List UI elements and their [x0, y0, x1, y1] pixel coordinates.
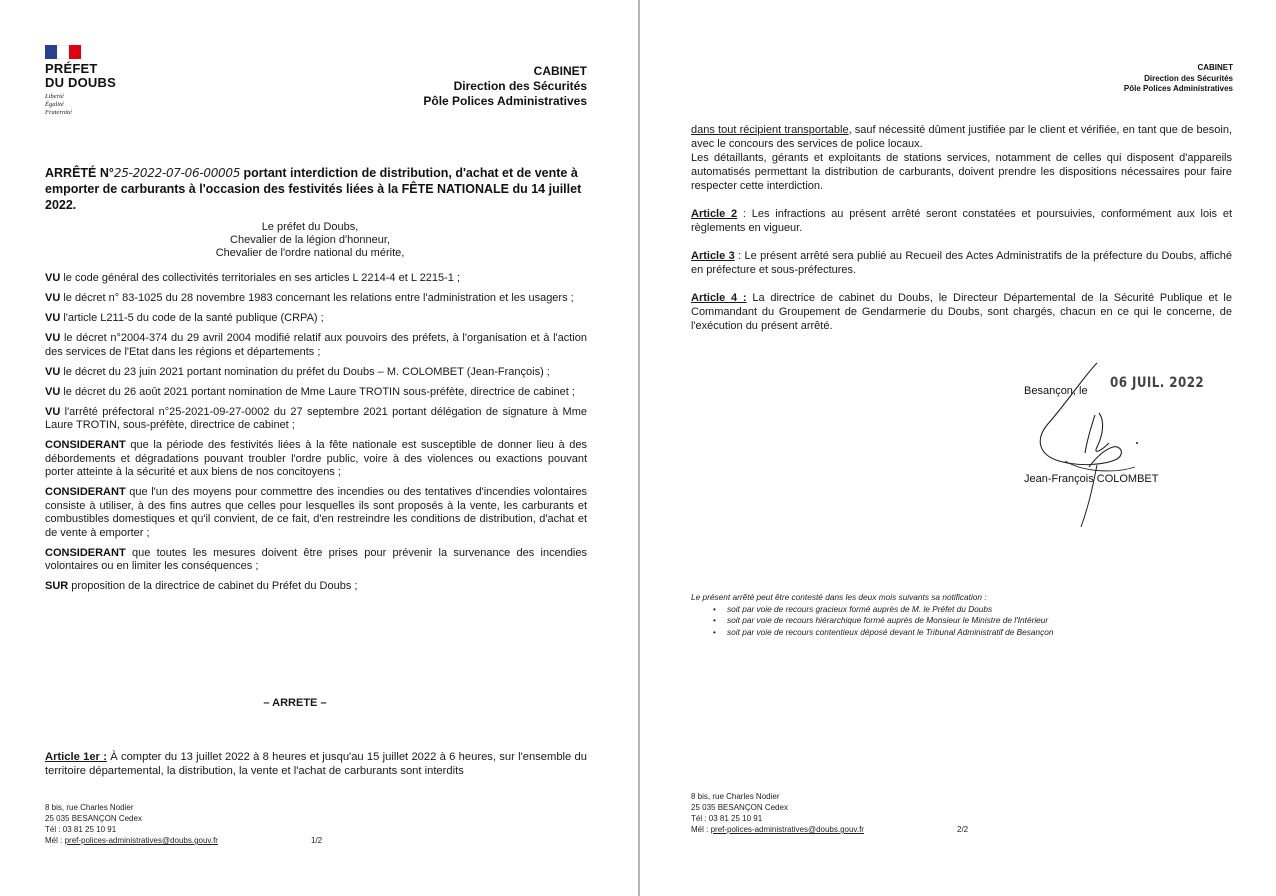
consideration-keyword: SUR — [45, 580, 69, 592]
consideration-keyword: VU — [45, 272, 61, 284]
article-4-text: La directrice de cabinet du Doubs, le Directeur Départemental de la Sécurité Publique et le Commandant du Groupement de Gendarmerie du Doubs, sont chargés, chacun en ce qui le concerne, de l'exécution du présent arrêté. — [691, 292, 1232, 332]
footer2-mail-label: Mél : — [691, 825, 709, 834]
consideration-keyword: CONSIDERANT — [45, 486, 126, 498]
marianne-flag-icon — [45, 45, 81, 59]
article-1-text: À compter du 13 juillet 2022 à 8 heures et jusqu'au 15 juillet 2022 à 6 heures, sur l'ensemble du territoire départemental, la distribution, la vente et l'achat de carburants sont interdits — [45, 751, 587, 777]
consideration-text: le décret du 26 août 2021 portant nomination de Mme Laure TROTIN sous-préfète, directrice de cabinet ; — [63, 385, 575, 398]
consideration-item — [45, 366, 587, 380]
page-2-body — [691, 123, 1232, 333]
continuation-underlined: dans tout récipient transportable — [691, 124, 849, 136]
consideration-text: que l'un des moyens pour commettre des incendies ou des tentatives d'incendies volontaires consiste à utiliser, à des fins autres que celles pour lesquelles ils sont proposés à la vente, les carburants et combustibles domestiques et qu'il convient, de ce fait, d'en restreindre les conditions de distribution, d'achat et de vente à emporter ; — [45, 486, 587, 539]
article-1 — [45, 750, 587, 778]
continuation-text: , sauf nécessité dûment justifiée par le client et vérifiée, en tant que de besoin, avec le concours des services de police locaux. — [691, 124, 1233, 150]
appeal-intro: Le présent arrêté peut être contesté dans les deux mois suivants sa notification : — [691, 592, 987, 602]
consideration-text: le décret n°2004-374 du 29 avril 2004 modifié relatif aux pouvoirs des préfets, à l'organisation et à l'action des services de l'Etat dans les régions et départements ; — [45, 332, 588, 358]
consideration-keyword: VU — [45, 405, 61, 418]
footer2-mail-line — [691, 824, 864, 835]
article-3 — [691, 249, 1232, 277]
consideration-text: le décret du 23 juin 2021 portant nomination du préfet du Doubs – M. COLOMBET (Jean-François) ; — [63, 365, 550, 378]
consideration-keyword: VU — [45, 312, 61, 324]
header-cabinet: CABINET — [533, 64, 587, 78]
footer-mail-link[interactable]: pref-polices-administratives@doubs.gouv.fr — [64, 836, 218, 845]
footer-address-1: 8 bis, rue Charles Nodier — [45, 803, 134, 812]
article-4 — [691, 291, 1232, 333]
prefet-logo — [45, 45, 135, 117]
retailers-paragraph: Les détaillants, gérants et exploitants de stations services, notamment de celles qui disposent d'appareils automatisés permettant la distribution de carburants, doivent prendre les dispositions nécessaires pour faire respecter cette interdiction. — [691, 152, 1232, 192]
consideration-text: le code général des collectivités territoriales en ses articles L 2214-4 et L 2215-1 ; — [63, 272, 460, 284]
footer-mail-line — [45, 835, 218, 846]
consideration-keyword: CONSIDERANT — [45, 439, 126, 451]
motto-egalite: Égalité — [45, 101, 64, 108]
header2-cabinet: CABINET — [1197, 63, 1233, 72]
consideration-keyword: VU — [45, 365, 61, 378]
signature-place: Besançon, le — [1024, 385, 1088, 397]
date-stamp: 06 JUIL. 2022 — [1110, 375, 1205, 391]
considerations-list — [45, 272, 587, 600]
consideration-item — [45, 580, 587, 594]
prefect-line-2: Chevalier de la légion d'honneur, — [230, 234, 390, 246]
arrete-title — [45, 165, 590, 213]
page-number-1: 1/2 — [311, 836, 323, 845]
consideration-item — [45, 439, 587, 480]
article-3-label: Article 3 — [691, 250, 735, 262]
header-pole: Pôle Polices Administratives — [423, 94, 587, 108]
handwritten-arrete-number: 25-2022-07-06-00005 — [113, 166, 241, 180]
footer-phone: Tél : 03 81 25 10 91 — [45, 825, 117, 834]
consideration-item — [45, 292, 587, 306]
header2-pole: Pôle Polices Administratives — [1123, 84, 1233, 93]
republic-motto — [45, 93, 135, 117]
title-text: portant interdiction de distribution, d'achat et de vente à emporter de carburants à l'occasion des festivités liées à la FÊTE NATIONALE du 14 juillet 2022. — [45, 166, 582, 212]
prefect-titles — [200, 221, 420, 260]
appeal-option: • soit par voie de recours contentieux déposé devant le Tribunal Administratif de Besançon — [713, 627, 1054, 639]
logo-line-2: DU DOUBS — [45, 75, 116, 90]
consideration-keyword: VU — [45, 385, 61, 398]
article-3-text: Le présent arrêté sera publié au Recueil des Actes Administratifs de la préfecture du Doubs, affiché en préfecture et sous-préfectures. — [691, 250, 1232, 276]
consideration-item — [45, 406, 587, 433]
header2-direction: Direction des Sécurités — [1144, 73, 1233, 83]
article-2-label: Article 2 — [691, 208, 738, 220]
consideration-text: que la période des festivités liées à la fête nationale est susceptible de donner lieu à des débordements et dégradations pouvant troubler l'ordre public, voire à des violences ou exactions pouvant porter atteinte à la sécurité et aux biens de nos concitoyens ; — [45, 439, 587, 478]
consideration-text: proposition de la directrice de cabinet du Préfet du Doubs ; — [71, 580, 358, 592]
consideration-item — [45, 312, 587, 326]
appeal-notice — [691, 592, 1054, 638]
page-1-footer — [45, 802, 218, 846]
prefect-line-3: Chevalier de l'ordre national du mérite, — [215, 247, 405, 259]
appeal-option: • soit par voie de recours hiérarchique formé auprès de Monsieur le Ministre de l'Intérieur — [713, 615, 1054, 627]
document-page-2 — [640, 0, 1276, 896]
consideration-item — [45, 272, 587, 286]
article-4-label: Article 4 : — [691, 292, 747, 304]
consideration-text: l'article L211-5 du code de la santé publique (CRPA) ; — [63, 312, 324, 324]
article-1-label: Article 1er : — [45, 751, 107, 763]
consideration-text: que toutes les mesures doivent être prises pour prévenir la survenance des incendies volontaires ou en limiter les conséquences ; — [45, 546, 587, 572]
footer2-address-1: 8 bis, rue Charles Nodier — [691, 792, 780, 801]
footer2-mail-link[interactable]: pref-polices-administratives@doubs.gouv.fr — [710, 825, 864, 834]
article-3-sep: : — [734, 250, 745, 262]
footer2-address-2: 25 035 BESANÇON Cedex — [691, 803, 788, 812]
page-2-footer — [691, 791, 864, 835]
footer-address-2: 25 035 BESANÇON Cedex — [45, 814, 142, 823]
page-number-2: 2/2 — [957, 825, 969, 834]
consideration-keyword: CONSIDERANT — [45, 546, 126, 559]
header-direction: Direction des Sécurités — [453, 79, 587, 93]
article-2-sep: : — [737, 208, 752, 220]
article-1-continuation — [691, 123, 1232, 151]
consideration-keyword: VU — [45, 332, 61, 344]
motto-liberte: Liberté — [45, 93, 64, 100]
arrete-heading: – ARRETE – — [263, 697, 327, 709]
service-header — [423, 64, 587, 109]
prefect-line-1: Le préfet du Doubs, — [261, 221, 359, 233]
consideration-keyword: VU — [45, 292, 61, 304]
service-header-page-2 — [1124, 63, 1233, 95]
motto-fraternite: Fraternité — [45, 109, 72, 116]
consideration-text: l'arrêté préfectoral n°25-2021-09-27-0002 du 27 septembre 2021 portant délégation de signature à Mme Laure TROTIN, sous-préfète, directrice de cabinet ; — [45, 405, 587, 431]
title-prefix: ARRÊTÉ N° — [45, 166, 114, 180]
footer-mail-label: Mél : — [45, 836, 63, 845]
consideration-text: le décret n° 83-1025 du 28 novembre 1983 concernant les relations entre l'administration et les usagers ; — [63, 292, 574, 304]
logo-line-1: PRÉFET — [45, 61, 98, 76]
consideration-item — [45, 332, 587, 359]
consideration-item — [45, 486, 587, 540]
article-2-text: Les infractions au présent arrêté seront constatées et poursuivies, conformément aux lois et règlements en vigueur. — [691, 208, 1232, 234]
appeal-options — [691, 604, 1054, 639]
appeal-option: • soit par voie de recours gracieux formé auprès de M. le Préfet du Doubs — [713, 604, 1054, 616]
consideration-item — [45, 547, 587, 574]
footer2-phone: Tél : 03 81 25 10 91 — [691, 814, 763, 823]
consideration-item — [45, 386, 587, 400]
article-2 — [691, 207, 1232, 235]
signer-name: Jean-François COLOMBET — [1024, 473, 1159, 485]
